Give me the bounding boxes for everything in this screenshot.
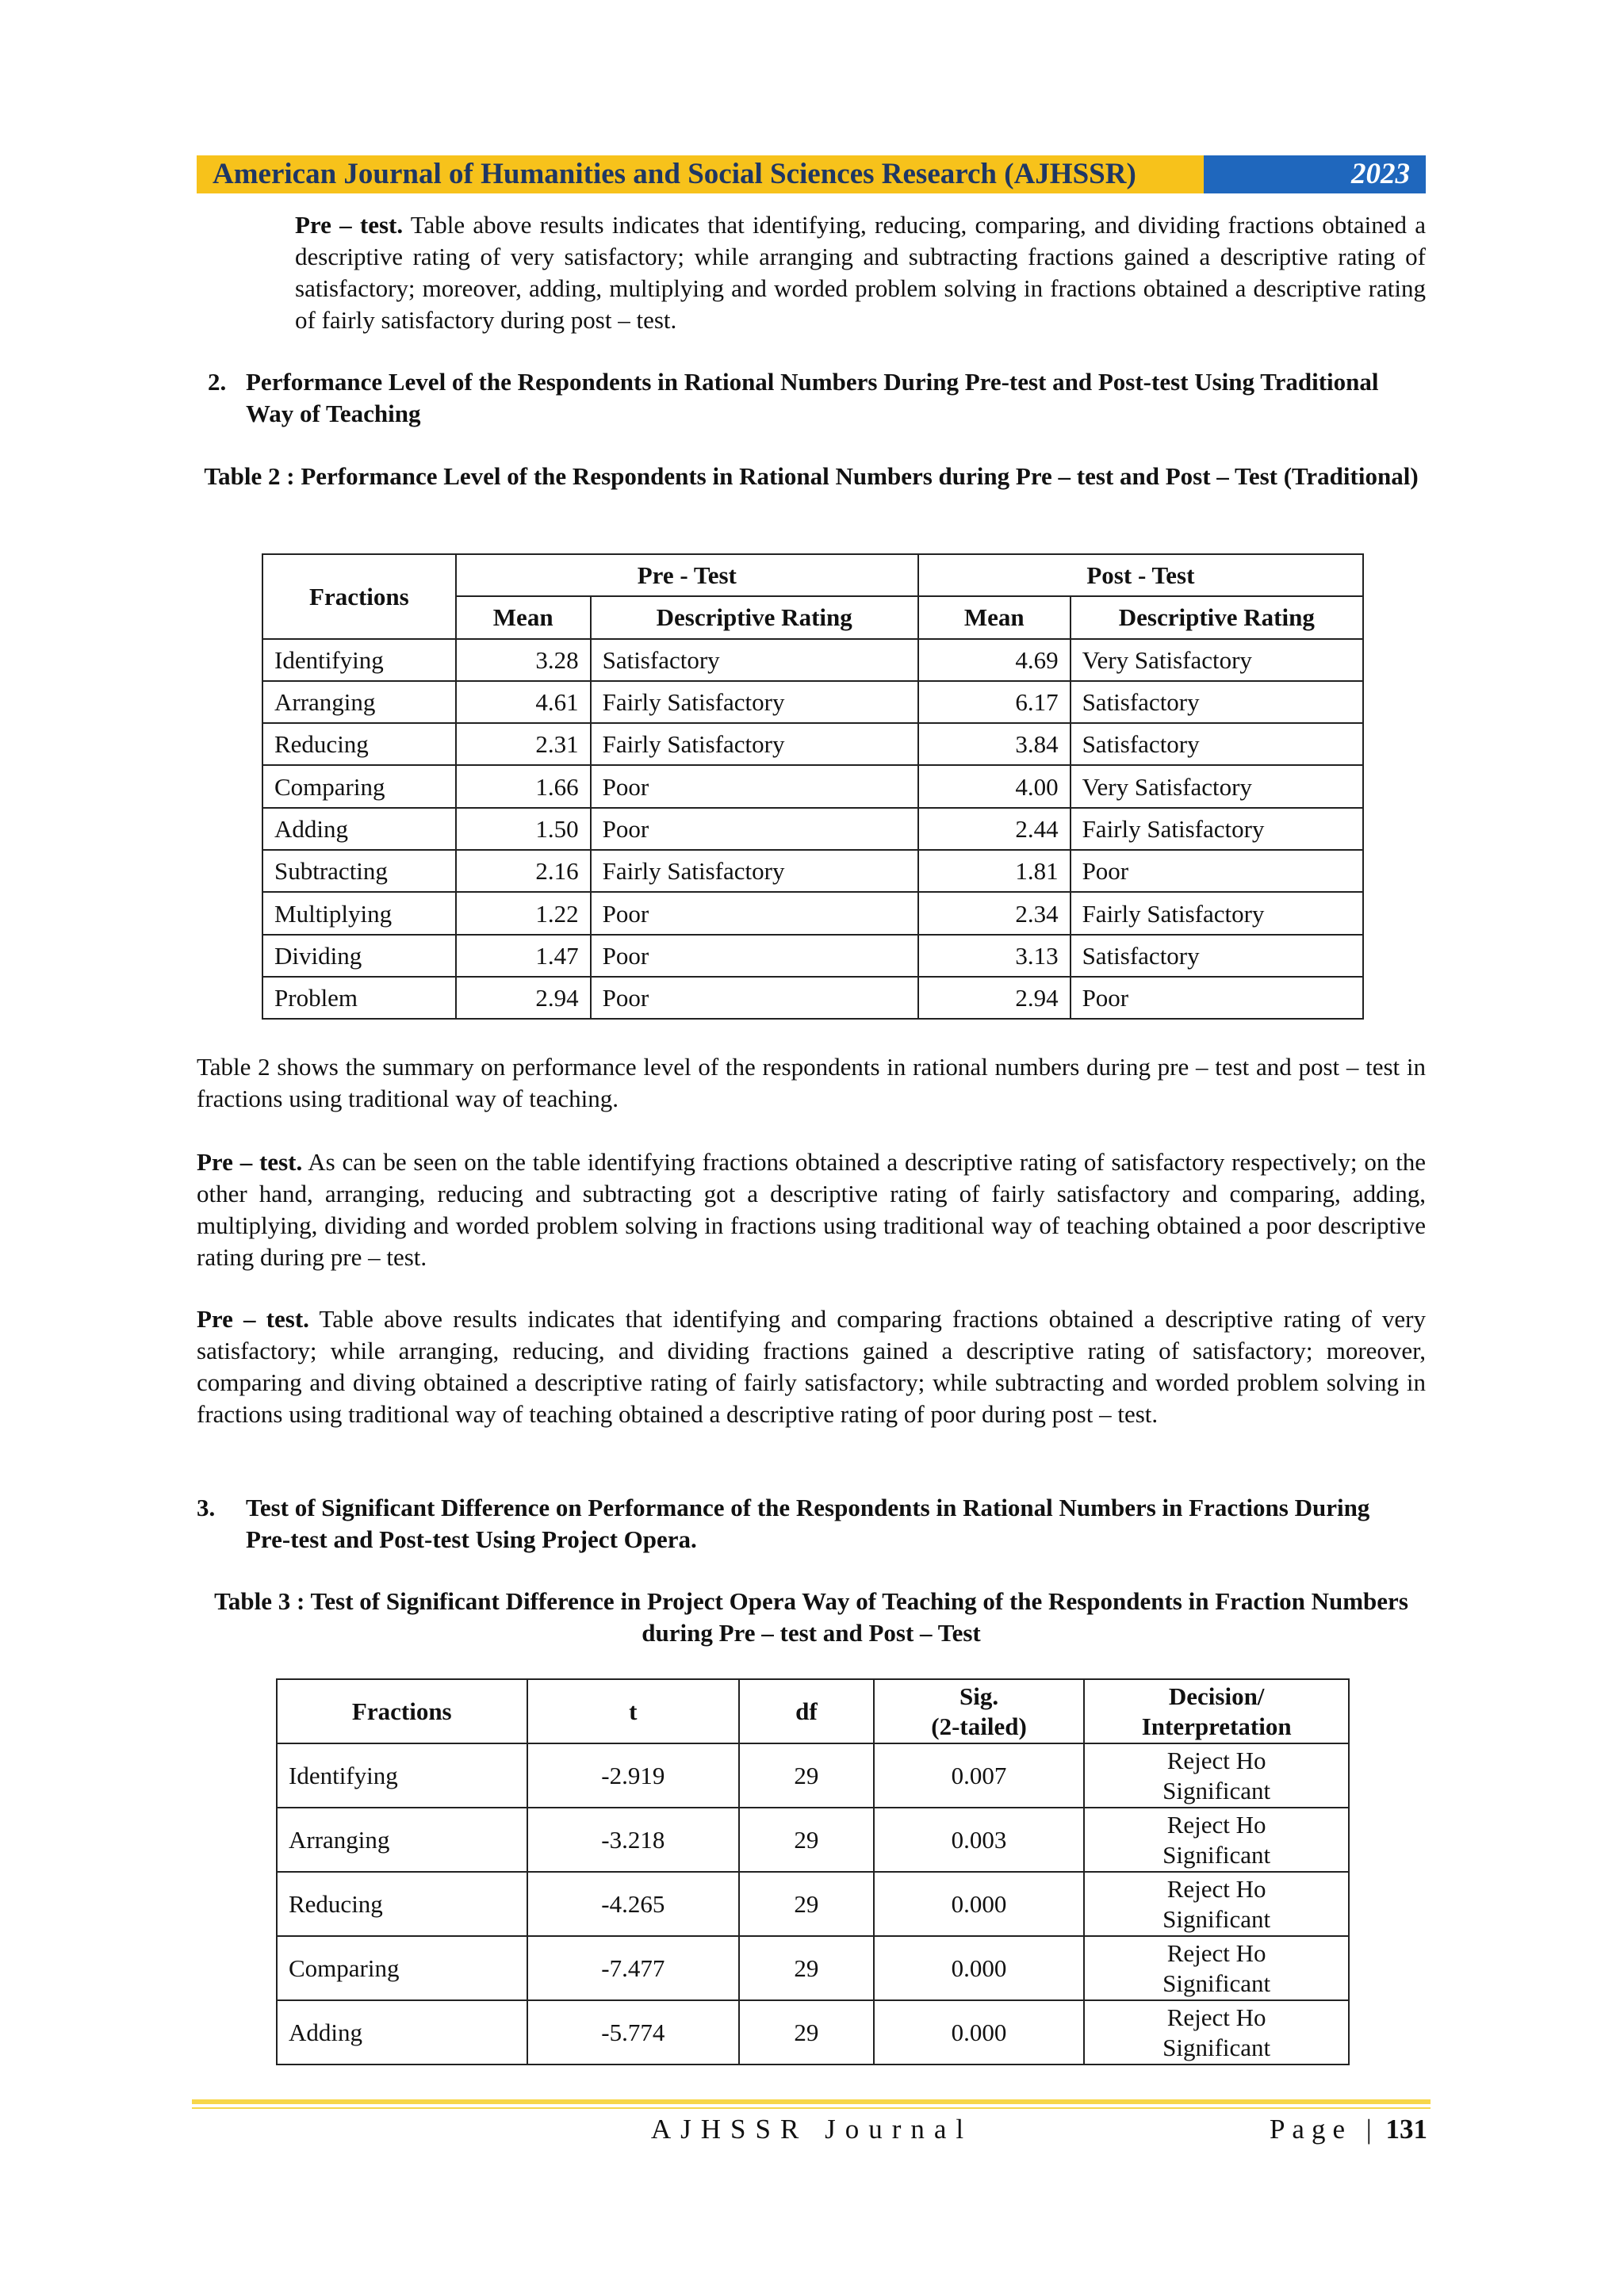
table-row — [277, 1808, 1349, 1872]
table-row — [262, 977, 1363, 1019]
column-header-df: df — [739, 1679, 874, 1743]
table-3-caption: Table 3 : Test of Significant Difference in Project Opera Way of Teaching of the Respondents in Fraction Numbers during Pre – test and Post – Test — [214, 1587, 1408, 1647]
section-number: 3. — [197, 1494, 216, 1521]
fraction-cell: Arranging — [277, 1808, 527, 1872]
sig-cell: 0.000 — [874, 2000, 1085, 2064]
paragraph-body: Table above results indicates that identifying, reducing, comparing, and dividing fractions obtained a descriptive rating of very satisfactory; while arranging and subtracting fractions gained a descriptive rating of satisfactory; moreover, adding, multiplying and worded problem solving in fractions obtained a descriptive rating of fairly satisfactory during post – test. — [295, 211, 1426, 334]
post-mean-cell: 4.00 — [918, 765, 1071, 807]
fraction-cell: Comparing — [262, 765, 456, 807]
decision-sublabel: Interpretation — [1141, 1712, 1292, 1740]
pre-rating-cell: Satisfactory — [591, 639, 918, 681]
interpretation-text: Significant — [1162, 1969, 1271, 1997]
pre-rating-cell: Poor — [591, 765, 918, 807]
paragraph-body: Table above results indicates that identifying and comparing fractions obtained a descriptive rating of very satisfactory; while arranging, reducing, and dividing fractions gained a descriptive rating of satisfactory; moreover, comparing and diving obtained a descriptive rating of fairly satisfactory; while subtracting and worded problem solving in fractions using traditional way of teaching obtained a descriptive rating of poor during post – test. — [197, 1305, 1427, 1428]
table-row — [262, 808, 1363, 850]
column-header-t: t — [527, 1679, 740, 1743]
fraction-cell: Multiplying — [262, 892, 456, 934]
table-row — [277, 1743, 1349, 1808]
paragraph-body: As can be seen on the table identifying fractions obtained a descriptive rating of satisfactory respectively; on the other hand, arranging, reducing and subtracting got a descriptive rating of fairly satisfactory and comparing, adding, multiplying, dividing and worded problem solving in fractions using traditional way of teaching obtained a poor descriptive rating during pre – test. — [197, 1148, 1426, 1271]
decision-cell — [1084, 1872, 1349, 1936]
journal-title: American Journal of Humanities and Social Sciences Research (AJHSSR) — [197, 155, 1204, 193]
pre-rating-cell: Fairly Satisfactory — [591, 681, 918, 723]
pre-mean-cell: 1.47 — [456, 935, 591, 977]
post-mean-cell: 3.84 — [918, 723, 1071, 765]
post-rating-cell: Very Satisfactory — [1071, 765, 1363, 807]
table-3 — [276, 1678, 1350, 2065]
table-row — [277, 1936, 1349, 2000]
t-value-cell: -3.218 — [527, 1808, 740, 1872]
pre-mean-cell: 3.28 — [456, 639, 591, 681]
post-rating-cell: Satisfactory — [1071, 681, 1363, 723]
df-cell: 29 — [739, 1872, 874, 1936]
fraction-cell: Identifying — [277, 1743, 527, 1808]
fraction-cell: Adding — [262, 808, 456, 850]
paragraph-lead: Pre – test. — [295, 211, 404, 239]
fraction-cell: Subtracting — [262, 850, 456, 892]
t-value-cell: -5.774 — [527, 2000, 740, 2064]
paragraph-post-test-opera — [295, 209, 1426, 336]
interpretation-text: Significant — [1162, 2033, 1271, 2061]
section-title: Test of Significant Difference on Performance of the Respondents in Rational Numbers in Fractions During Pre-test and Post-test Using Project Opera. — [246, 1494, 1370, 1553]
paragraph-table-2-summary: Table 2 shows the summary on performance level of the respondents in rational numbers during pre – test and post – test in fractions using traditional way of teaching. — [197, 1053, 1426, 1112]
decision-text: Reject Ho — [1166, 1938, 1266, 1967]
interpretation-text: Significant — [1162, 1840, 1271, 1869]
paragraph-lead: Pre – test. — [197, 1148, 303, 1176]
footer-page-number — [1270, 2110, 1427, 2149]
journal-header — [197, 155, 1426, 193]
pre-rating-cell: Fairly Satisfactory — [591, 723, 918, 765]
decision-text: Reject Ho — [1166, 1810, 1266, 1839]
fraction-cell: Identifying — [262, 639, 456, 681]
post-rating-cell: Satisfactory — [1071, 935, 1363, 977]
journal-year: 2023 — [1204, 155, 1426, 193]
section-2-heading — [208, 366, 1429, 430]
pre-mean-cell: 1.22 — [456, 892, 591, 934]
pre-rating-cell: Poor — [591, 892, 918, 934]
post-rating-cell: Poor — [1071, 977, 1363, 1019]
t-value-cell: -2.919 — [527, 1743, 740, 1808]
pre-mean-cell: 1.50 — [456, 808, 591, 850]
df-cell: 29 — [739, 1743, 874, 1808]
table-row — [262, 723, 1363, 765]
sig-cell: 0.000 — [874, 1936, 1085, 2000]
table-row — [262, 935, 1363, 977]
footer-journal-name: AJHSSR Journal — [650, 2114, 974, 2145]
interpretation-text: Significant — [1162, 1776, 1271, 1804]
post-mean-cell: 4.69 — [918, 639, 1071, 681]
decision-text: Reject Ho — [1166, 2003, 1266, 2031]
paragraph-lead: Pre – test. — [197, 1305, 309, 1333]
decision-cell — [1084, 1936, 1349, 2000]
table-2 — [262, 553, 1364, 1020]
fraction-cell: Arranging — [262, 681, 456, 723]
pre-rating-cell: Poor — [591, 935, 918, 977]
column-group-post-test: Post - Test — [918, 554, 1363, 596]
df-cell: 29 — [739, 1808, 874, 1872]
t-value-cell: -7.477 — [527, 1936, 740, 2000]
pre-mean-cell: 2.16 — [456, 850, 591, 892]
page-label: Page | — [1269, 2114, 1379, 2145]
section-number: 2. — [208, 368, 227, 396]
df-cell: 29 — [739, 1936, 874, 2000]
table-row — [262, 765, 1363, 807]
column-header-sig — [874, 1679, 1085, 1743]
pre-mean-cell: 2.94 — [456, 977, 591, 1019]
fraction-cell: Adding — [277, 2000, 527, 2064]
column-header-pre-rating: Descriptive Rating — [591, 596, 918, 638]
table-row — [262, 639, 1363, 681]
footer-rule-thin — [192, 2107, 1431, 2109]
pre-mean-cell: 1.66 — [456, 765, 591, 807]
table-2-caption: Table 2 : Performance Level of the Respondents in Rational Numbers during Pre – test and Post – Test (Traditional) — [204, 462, 1419, 490]
column-header-post-mean: Mean — [918, 596, 1071, 638]
section-3-heading — [197, 1492, 1429, 1556]
decision-text: Reject Ho — [1166, 1874, 1266, 1903]
fraction-cell: Problem — [262, 977, 456, 1019]
post-mean-cell: 2.94 — [918, 977, 1071, 1019]
pre-rating-cell: Fairly Satisfactory — [591, 850, 918, 892]
paragraph-pre-test-traditional — [197, 1146, 1426, 1273]
post-mean-cell: 2.44 — [918, 808, 1071, 850]
sig-sublabel: (2-tailed) — [931, 1712, 1027, 1740]
fraction-cell: Comparing — [277, 1936, 527, 2000]
decision-text: Reject Ho — [1166, 1746, 1266, 1774]
post-mean-cell: 3.13 — [918, 935, 1071, 977]
pre-mean-cell: 4.61 — [456, 681, 591, 723]
decision-cell — [1084, 2000, 1349, 2064]
sig-label: Sig. — [959, 1682, 999, 1710]
column-header-pre-mean: Mean — [456, 596, 591, 638]
decision-label: Decision/ — [1168, 1682, 1265, 1710]
fraction-cell: Dividing — [262, 935, 456, 977]
decision-cell — [1084, 1808, 1349, 1872]
post-mean-cell: 6.17 — [918, 681, 1071, 723]
decision-cell — [1084, 1743, 1349, 1808]
post-rating-cell: Fairly Satisfactory — [1071, 808, 1363, 850]
t-value-cell: -4.265 — [527, 1872, 740, 1936]
table-row — [262, 892, 1363, 934]
table-row — [277, 1872, 1349, 1936]
post-rating-cell: Fairly Satisfactory — [1071, 892, 1363, 934]
post-mean-cell: 1.81 — [918, 850, 1071, 892]
post-rating-cell: Poor — [1071, 850, 1363, 892]
footer-rule — [192, 2099, 1431, 2104]
fraction-cell: Reducing — [277, 1872, 527, 1936]
post-rating-cell: Satisfactory — [1071, 723, 1363, 765]
paragraph-post-test-traditional — [197, 1303, 1426, 1430]
column-header-decision — [1084, 1679, 1349, 1743]
interpretation-text: Significant — [1162, 1904, 1271, 1933]
column-group-pre-test: Pre - Test — [456, 554, 918, 596]
post-mean-cell: 2.34 — [918, 892, 1071, 934]
column-header-post-rating: Descriptive Rating — [1071, 596, 1363, 638]
sig-cell: 0.007 — [874, 1743, 1085, 1808]
post-rating-cell: Very Satisfactory — [1071, 639, 1363, 681]
column-header-fractions: Fractions — [262, 554, 456, 639]
pre-rating-cell: Poor — [591, 977, 918, 1019]
pre-mean-cell: 2.31 — [456, 723, 591, 765]
table-row — [262, 850, 1363, 892]
section-title: Performance Level of the Respondents in Rational Numbers During Pre-test and Post-test Using Traditional Way of Teaching — [246, 368, 1379, 427]
table-row — [277, 2000, 1349, 2064]
page-number: 131 — [1385, 2114, 1427, 2145]
sig-cell: 0.003 — [874, 1808, 1085, 1872]
table-row — [262, 681, 1363, 723]
fraction-cell: Reducing — [262, 723, 456, 765]
column-header-fractions: Fractions — [277, 1679, 527, 1743]
pre-rating-cell: Poor — [591, 808, 918, 850]
sig-cell: 0.000 — [874, 1872, 1085, 1936]
df-cell: 29 — [739, 2000, 874, 2064]
